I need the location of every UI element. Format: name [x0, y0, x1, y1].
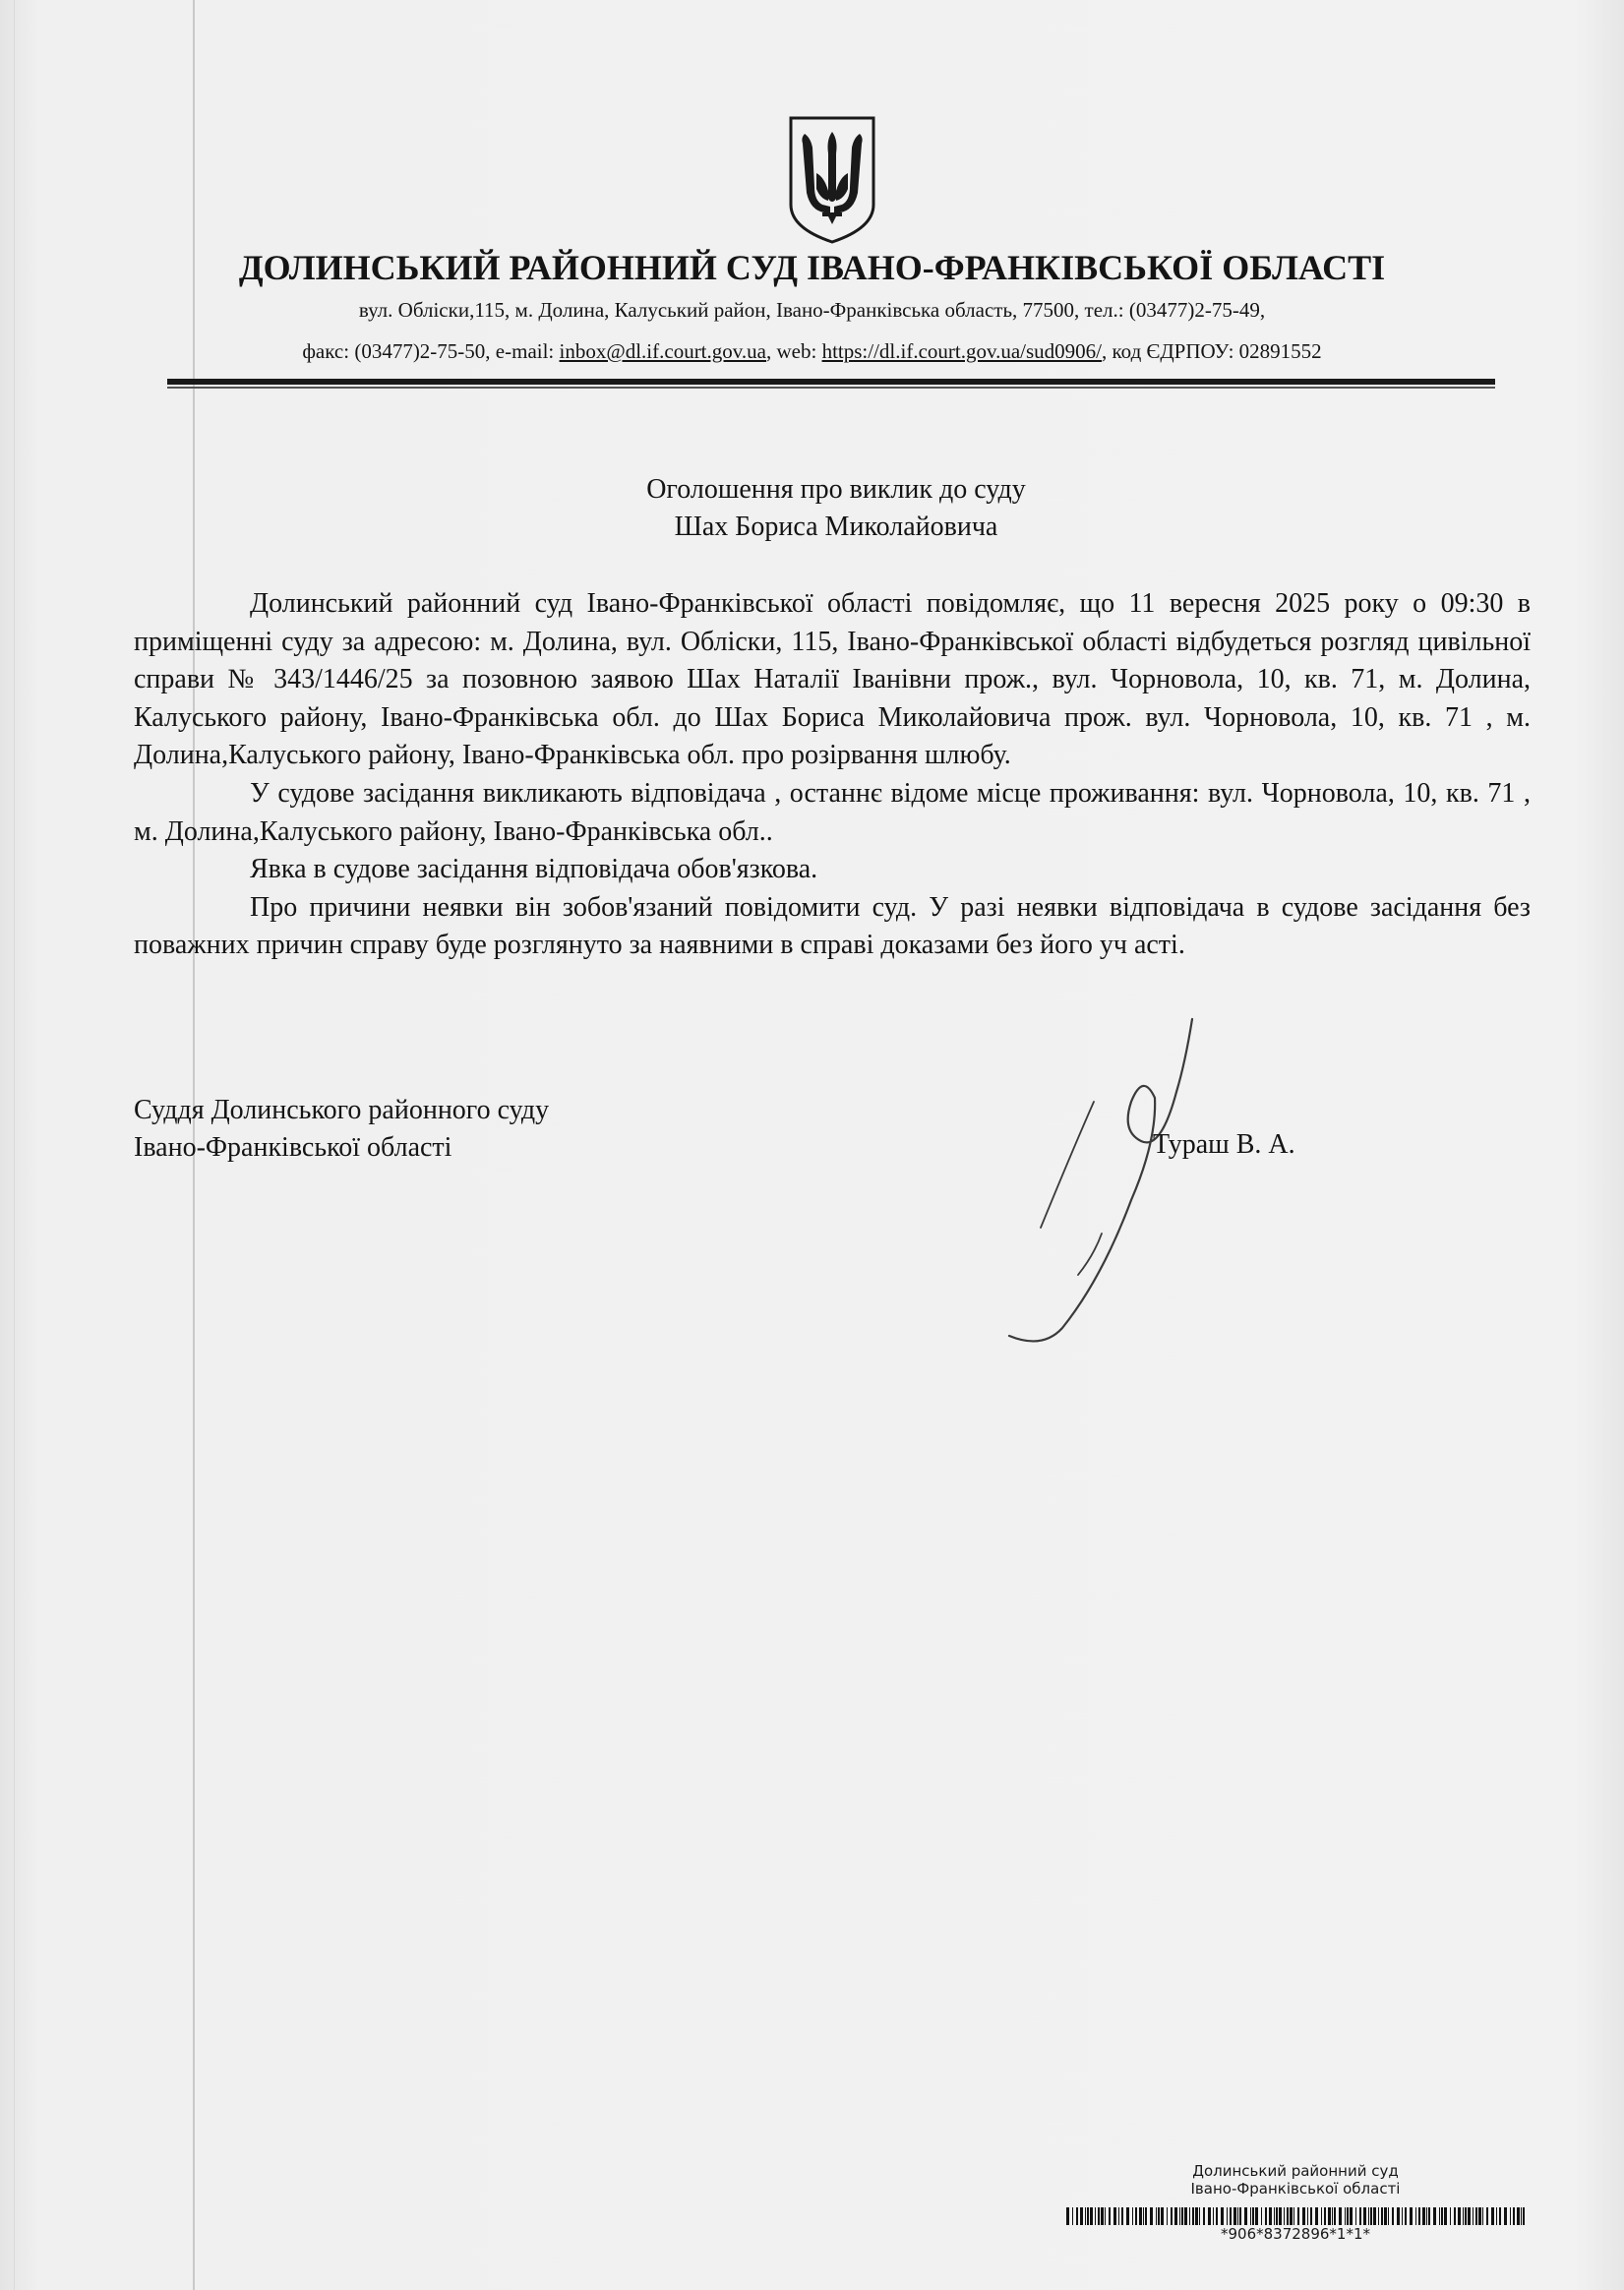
edrpou-text: , код ЄДРПОУ: 02891552: [1102, 339, 1322, 363]
court-contacts-line: [0, 339, 1624, 364]
fax-text: факс: (03477)2-75-50, e-mail:: [302, 339, 560, 363]
header-divider-thin: [167, 387, 1495, 389]
notice-title: Оголошення про виклик до суду: [646, 474, 1026, 505]
barcode: [1066, 2207, 1527, 2225]
notice-paragraph: Про причини неявки він зобов'язаний повідомити суд. У разі неявки відповідача в судове засідання без поважних причин справу буде розглянуто за наявними в справі доказами без його уч асті.: [134, 891, 1531, 961]
notice-body: [134, 585, 1531, 965]
web-prefix-text: , web:: [765, 339, 822, 363]
notice-paragraph: Явка в судове засідання відповідача обов'язкова.: [250, 854, 818, 885]
handwritten-signature: [984, 1003, 1220, 1357]
notice-subject: Шах Бориса Миколайовича: [674, 512, 998, 542]
barcode-code: *906*8372896*1*1*: [1220, 2225, 1371, 2243]
court-stamp: [1064, 2162, 1527, 2198]
stamp-line: Долинський районний суд: [1192, 2162, 1399, 2180]
web-link[interactable]: https://dl.if.court.gov.ua/sud0906/: [821, 339, 1103, 363]
court-name-heading: ДОЛИНСЬКИЙ РАЙОННИЙ СУД ІВАНО-ФРАНКІВСЬКОЇ ОБЛАСТІ: [238, 248, 1386, 287]
notice-paragraph: У судове засідання викликають відповідача , останнє відоме місце проживання: вул. Чорновола, 10, кв. 71 , м. Долина,Калуського району, Івано-Франківська обл..: [134, 777, 1531, 847]
judge-position: [134, 1092, 549, 1167]
judge-position-line: Івано-Франківської області: [134, 1132, 452, 1163]
header-divider: [167, 379, 1495, 385]
judge-position-line: Суддя Долинського районного суду: [134, 1095, 550, 1125]
court-address-line: вул. Обліски,115, м. Долина, Калуський район, Івано-Франківська область, 77500, тел.: (03477)2-75-49,: [358, 298, 1266, 322]
trident-emblem-icon: [787, 114, 877, 246]
judge-name: Тураш В. А.: [1153, 1129, 1295, 1160]
stamp-line: Івано-Франківської області: [1190, 2180, 1401, 2198]
notice-paragraph: Долинський районний суд Івано-Франківської області повідомляє, що 11 вересня 2025 року о 09:30 в приміщенні суду за адресою: м. Долина, вул. Обліски, 115, Івано-Франківської області відбудеться розгляд цивільної справи № 343/1446/25 за позовною заявою Шах Наталії Іванівни прож., вул. Чорновола, 10, кв. 71, м. Долина, Калуського району, Івано-Франківська обл. до Шах Бориса Миколайовича прож. вул. Чорновола, 10, кв. 71 , м. Долина,Калуського району, Івано-Франківська обл. про розірвання шлюбу.: [134, 588, 1531, 771]
email-link[interactable]: inbox@dl.if.court.gov.ua: [559, 339, 766, 363]
